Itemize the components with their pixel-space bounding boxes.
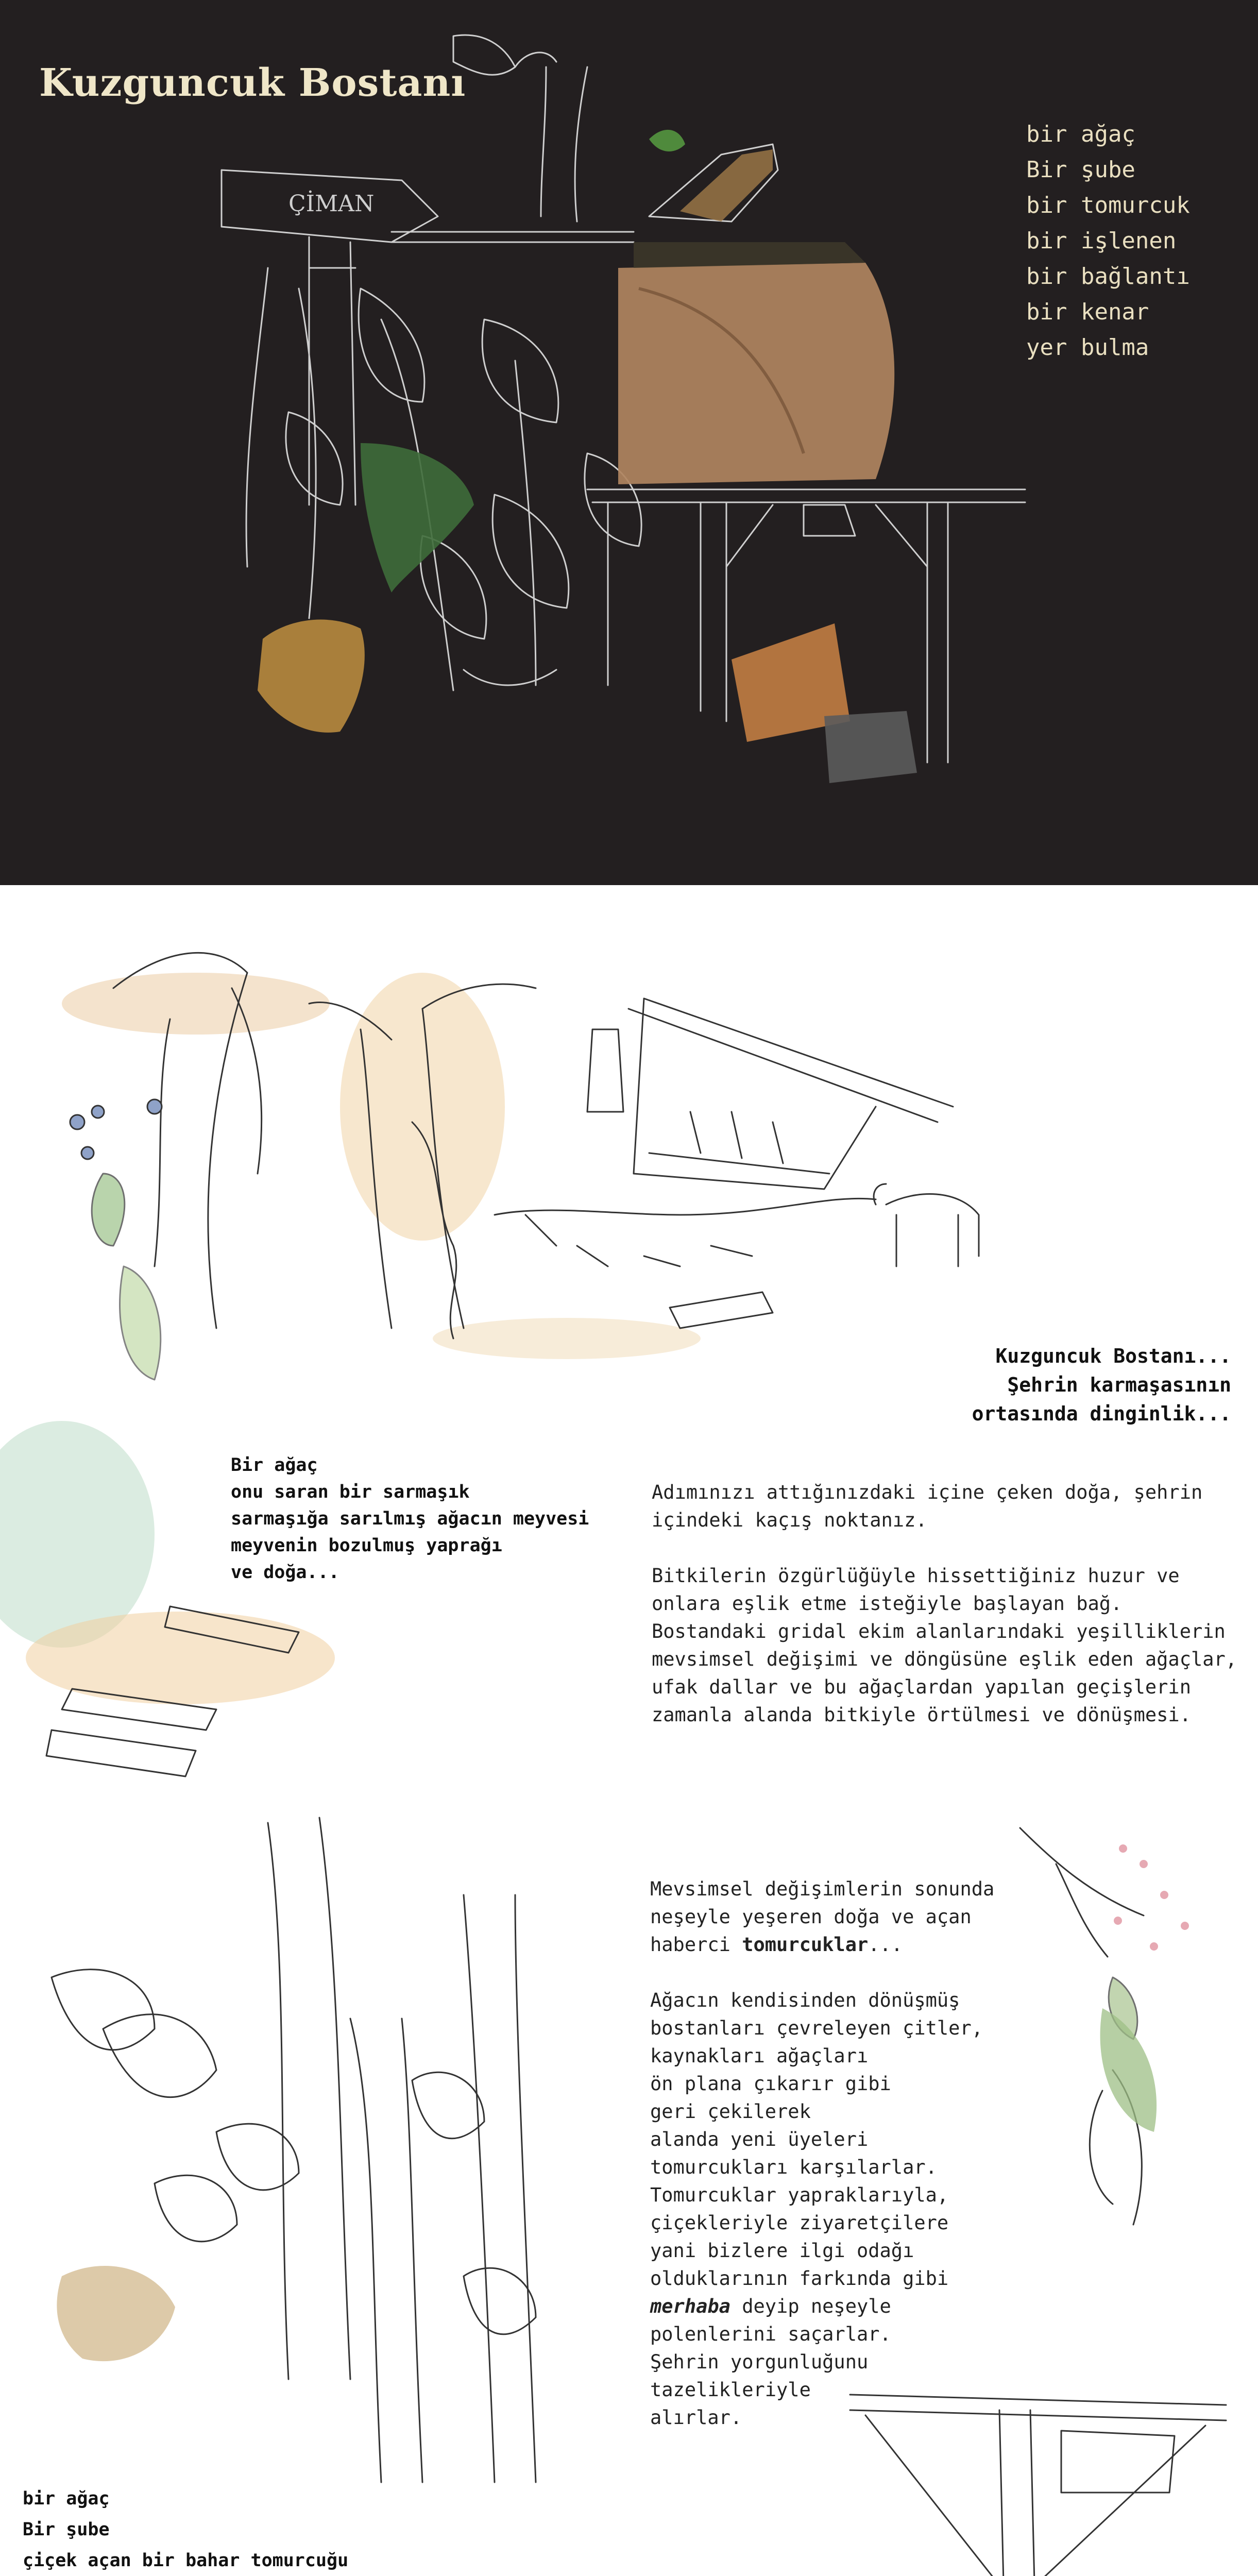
buds-line: polenlerini saçarlar. <box>650 2323 891 2345</box>
log-color <box>680 149 773 222</box>
buds-line: alanda yeni üyeleri <box>650 2128 869 2150</box>
intro-line: Adımınızı attığınızdaki içine çeken doğa, şehrin <box>652 1481 1203 1503</box>
quote-block <box>876 1342 1231 1428</box>
buds-line: bostanları çevreleyen çitler, <box>650 2017 983 2039</box>
caption-line: çiçek açan bir bahar tomurcuğu <box>23 2550 349 2571</box>
buds-line: ön plana çıkarır gibi <box>650 2073 891 2095</box>
intro-line: ufak dallar ve bu ağaçlardan yapılan geçişlerin <box>652 1676 1191 1698</box>
buds-line: Ağacın kendisinden dönüşmüş <box>650 1989 960 2011</box>
poem-line: bir bağlantı <box>1026 263 1190 290</box>
buds-line: geri çekilerek <box>650 2100 811 2123</box>
wash-ground <box>433 1318 701 1359</box>
dry-flower <box>258 620 365 733</box>
poem-line: yer bulma <box>1026 334 1149 361</box>
merhaba-word: merhaba <box>650 2295 730 2317</box>
caption-line: Bir şube <box>23 2519 110 2540</box>
wash-green <box>0 1421 155 1648</box>
bottom-caption <box>23 2483 414 2576</box>
poem-line: bir ağaç <box>1026 121 1135 147</box>
buds-line: deyip neşeyle <box>730 2295 891 2317</box>
tree-caption <box>231 1452 589 1586</box>
intro-line: zamanla alanda bitkiyle örtülmesi ve dönüşmesi. <box>652 1704 1191 1726</box>
buds-line: neşeyle yeşeren doğa ve açan <box>650 1906 972 1928</box>
caption-line: meyvenin bozulmuş yaprağı <box>231 1535 502 1556</box>
buds-line: haberci <box>650 1934 742 1956</box>
poem-line: bir tomurcuk <box>1026 192 1190 218</box>
buds-line: kaynakları ağaçları <box>650 2045 869 2067</box>
poem-line: Bir şube <box>1026 157 1135 183</box>
poem-line: bir kenar <box>1026 299 1149 325</box>
wash-ochre <box>62 973 330 1035</box>
buds-text <box>650 1875 994 2460</box>
quote-line: Şehrin karmaşasının <box>1007 1374 1231 1396</box>
intro-line: Bitkilerin özgürlüğüyle hissettiğiniz huzur ve <box>652 1565 1180 1587</box>
caption-line: sarmaşığa sarılmış ağacın meyvesi <box>231 1509 589 1529</box>
buds-line: olduklarının farkında gibi <box>650 2267 949 2290</box>
intro-line: mevsimsel değişimi ve döngüsüne eşlik eden ağaçlar, <box>652 1648 1237 1670</box>
cover-poem <box>1026 116 1190 365</box>
intro-line: içindeki kaçış noktanız. <box>652 1509 927 1531</box>
buds-line: tazelikleriyle <box>650 2379 811 2401</box>
buds-ellipsis: ... <box>868 1934 903 1956</box>
buds-line: Şehrin yorgunluğunu <box>650 2351 869 2373</box>
quote-line: Kuzguncuk Bostanı... <box>995 1345 1231 1367</box>
buds-keyword: tomurcuklar <box>742 1934 869 1956</box>
page-title: Kuzguncuk Bostanı <box>39 61 466 105</box>
signpost-text: ÇİMAN <box>288 191 375 217</box>
buds-line: Tomurcuklar yapraklarıyla, <box>650 2184 949 2206</box>
caption-line: onu saran bir sarmaşık <box>231 1482 470 1502</box>
small-leaf-top <box>649 130 685 151</box>
intro-line: onlara eşlik etme isteğiyle başlayan bağ. <box>652 1592 1123 1615</box>
buds-line: alırlar. <box>650 2406 742 2429</box>
cover-panel <box>0 0 1258 885</box>
intro-text <box>652 1479 1237 1757</box>
buds-line: yani bizlere ilgi odağı <box>650 2240 914 2262</box>
pressed-flower <box>57 2266 175 2361</box>
buds-line: çiçekleriyle ziyaretçilere <box>650 2212 949 2234</box>
buds-line: Mevsimsel değişimlerin sonunda <box>650 1878 995 1900</box>
caption-line: bir ağaç <box>23 2488 110 2509</box>
stone <box>824 711 917 783</box>
green-leaf <box>361 443 474 592</box>
buds-line: tomurcukları karşılarlar. <box>650 2156 937 2178</box>
caption-line: ve doğa... <box>231 1562 339 1583</box>
quote-line: ortasında dinginlik... <box>972 1402 1231 1425</box>
intro-line: Bostandaki gridal ekim alanlarındaki yeşilliklerin <box>652 1620 1226 1642</box>
caption-line: Bir ağaç <box>231 1455 318 1476</box>
poem-line: bir işlenen <box>1026 228 1177 254</box>
